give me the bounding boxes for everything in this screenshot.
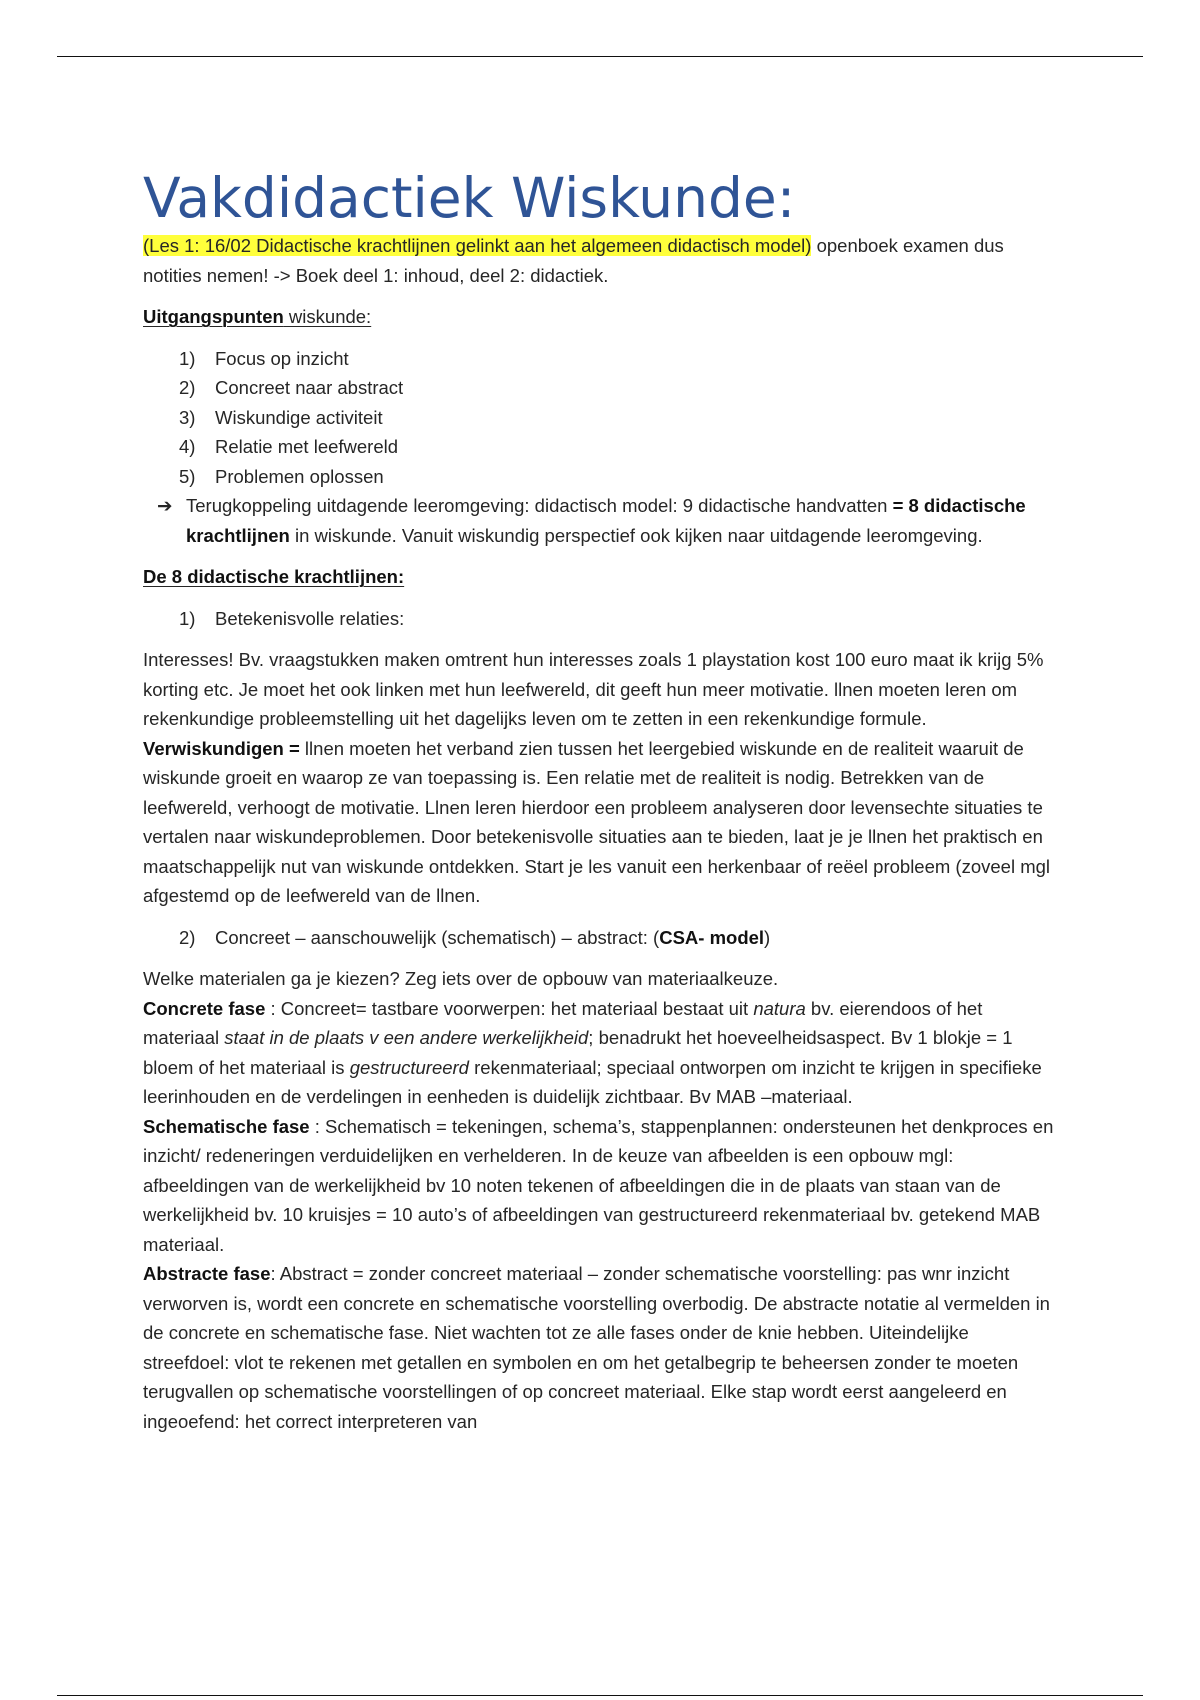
list-number: 4) (179, 436, 196, 457)
list-text: ) (764, 926, 771, 948)
uitgangspunten-list (143, 344, 1058, 492)
paragraph-text: rekenmateriaal; speciaal ontworpen om inzicht te krijgen in specifieke leerinhouden en de verdelingen in eenheden is duidelijk zichtbaar. Bv MAB –materiaal. (143, 1056, 1042, 1107)
paragraph-text: ; benadrukt het hoeveelheidsaspect. Bv 1 blokje = 1 bloem of het materiaal is (143, 1027, 1013, 1078)
list-number: 1) (179, 607, 196, 629)
paragraph-materiaalkeuze: Welke materialen ga je kiezen? Zeg iets over de opbouw van materiaalkeuze. (143, 968, 779, 989)
list-item (143, 344, 1058, 374)
list-text: Concreet naar abstract (215, 377, 404, 398)
intro-paragraph (143, 231, 1058, 290)
paragraph-abstracte-fase (143, 1259, 1058, 1436)
list-item (143, 373, 1058, 403)
paragraph-text: llnen moeten het verband zien tussen het leergebied wiskunde en de realiteit waaruit de wiskunde groeit en waarop ze van toepassing is. Een relatie met de realiteit is nodig. Betrekken van de leefwereld, verhoogt de motivatie. Llnen leren hierdoor een probleem analyseren door levensechte situaties te vertalen naar wiskundeproblemen. Door betekenisvolle situaties aan te bieden, laat je je llnen het praktisch en maatschappelijk nut van wiskunde ontdekken. Start je les vanuit een herkenbaar of reëel probleem (zoveel mgl afgestemd op de leefwereld van de llnen. (143, 737, 1051, 906)
label-schematische-fase: Schematische fase (143, 1115, 310, 1137)
paragraph-text: : Abstract = zonder concreet materiaal – zonder schematische voorstelling: pas wnr inzicht verworven is, wordt een concrete en schematische voorstelling overbodig. De abstracte notatie al vermelden in de concrete en schematische fase. Niet wachten tot ze alle fases onder de knie hebben. Uiteindelijke streefdoel: vlot te rekenen met getallen en symbolen en om het getalbegrip te beheersen zonder te moeten terugvallen op schematische voorstellingen of op concreet materiaal. Elke stap wordt eerst aangeleerd en ingeoefend: het correct interpreteren van (143, 1263, 1050, 1432)
paragraph-text: : Concreet= tastbare voorwerpen: het materiaal bestaat uit (265, 997, 754, 1019)
document-body (143, 165, 1058, 1436)
krachtlijn-1 (143, 604, 1058, 634)
highlighted-lesson-note: (Les 1: 16/02 Didactische krachtlijnen gelinkt aan het algemeen didactisch model) (143, 235, 812, 256)
list-text: Problemen oplossen (215, 465, 384, 487)
krachtlijnen-heading-text: De 8 didactische krachtlijnen: (143, 566, 405, 587)
italic-text: gestructureerd (349, 1056, 469, 1078)
list-item (143, 432, 1058, 462)
list-number: 5) (179, 465, 196, 487)
paragraph-betekenisvolle-relaties (143, 645, 1058, 911)
list-number: 3) (179, 406, 196, 428)
label-concrete-fase: Concrete fase (143, 997, 266, 1019)
list-item (143, 923, 1058, 953)
list-number: 2) (179, 926, 196, 948)
paragraph-schematische-fase (143, 1112, 1058, 1260)
list-text: Relatie met leefwereld (215, 436, 399, 457)
arrow-right-icon: ➔ (157, 495, 173, 516)
list-number: 2) (179, 377, 196, 398)
list-text: Concreet – aanschouwelijk (schematisch) – abstract: ( (215, 926, 660, 948)
paragraph-text: Interesses! Bv. vraagstukken maken omtrent hun interesses zoals 1 playstation kost 100 euro maat ik krijg 5% korting etc. Je moet het ook linken met hun leefwereld, dit geeft hun meer motivatie. llnen moeten leren om rekenkundige probleemstelling uit het dagelijks leven om te zetten in een rekenkundige formule. (143, 649, 1044, 729)
paragraph-text: bv. eierendoos of het materiaal (143, 997, 983, 1048)
label-abstracte-fase: Abstracte fase (143, 1263, 271, 1284)
paragraph-concrete-fase (143, 994, 1058, 1112)
term-verwiskundigen: Verwiskundigen = (143, 737, 300, 759)
document-title: Vakdidactiek Wiskunde: (143, 166, 796, 230)
term-csa-model: CSA- model (659, 926, 765, 948)
paragraph-text: : Schematisch = tekeningen, schema’s, stappenplannen: ondersteunen het denkproces en inzicht/ redeneringen verduidelijken en verhelderen. In de keuze van afbeelden is een opbouw mgl: afbeeldingen van de werkelijkheid bv 10 noten tekenen of afbeeldingen die in de plaats van staan van de werkelijkheid bv. 10 kruisjes = 10 auto’s of afbeeldingen van gestructureerd rekenmateriaal bv. getekend MAB materiaal. (143, 1115, 1054, 1255)
intro-text: openboek examen dus notities nemen! -> Boek deel 1: inhoud, deel 2: didactiek. (143, 235, 1004, 286)
krachtlijn-2 (143, 923, 1058, 953)
list-text: Wiskundige activiteit (215, 406, 383, 428)
uitgangspunten-heading (143, 302, 1058, 332)
arrow-text-a: Terugkoppeling uitdagende leeromgeving: didactisch model: 9 didactische handvatten (186, 495, 893, 516)
arrow-bold: = 8 didactische krachtlijnen (186, 495, 1026, 546)
list-item (143, 604, 1058, 634)
krachtlijnen-heading (143, 562, 1058, 592)
list-number: 1) (179, 347, 196, 369)
arrow-text-b: in wiskunde. Vanuit wiskundig perspectief ook kijken naar uitdagende leeromgeving. (289, 524, 983, 546)
italic-text: natura (753, 997, 806, 1019)
list-item (143, 462, 1058, 492)
list-text: Betekenisvolle relaties: (215, 607, 405, 629)
footer-rule (57, 1695, 1143, 1696)
list-item (143, 403, 1058, 433)
list-text: Focus op inzicht (215, 347, 349, 369)
italic-text: staat in de plaats v een andere werkelijkheid (224, 1027, 589, 1048)
uitgangspunten-heading-bold: Uitgangspunten (143, 306, 284, 327)
header-rule (57, 56, 1143, 57)
arrow-note (143, 491, 1058, 550)
uitgangspunten-heading-rest: wiskunde: (283, 306, 372, 327)
